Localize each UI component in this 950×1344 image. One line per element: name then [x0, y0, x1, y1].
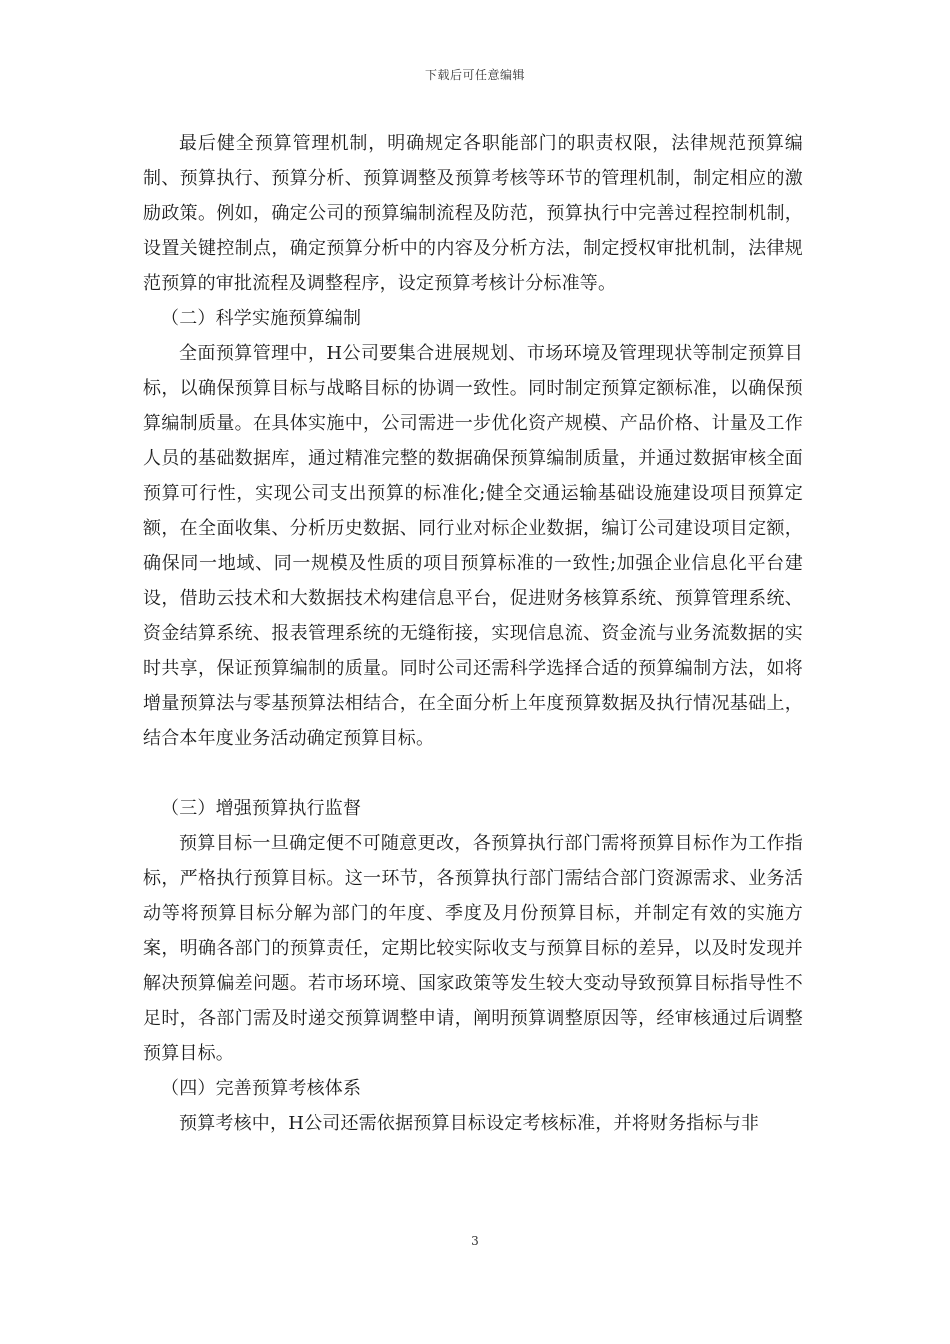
paragraph-gap	[143, 756, 803, 791]
paragraph-execution-supervision: 预算目标一旦确定便不可随意更改，各预算执行部门需将预算目标作为工作指标，严格执行预算目标。这一环节，各预算执行部门需结合部门资源需求、业务活动等将预算目标分解为部门的年度、季度及月份预算目标，并制定有效的实施方案，明确各部门的预算责任，定期比较实际收支与预算目标的差异，以及时发现并解决预算偏差问题。若市场环境、国家政策等发生较大变动导致预算目标指导性不足时，各部门需及时递交预算调整申请，阐明预算调整原因等，经审核通过后调整预算目标。	[143, 833, 803, 1064]
heading-execution-supervision: （三）增强预算执行监督	[161, 798, 362, 819]
paragraph-budget-preparation: 全面预算管理中，H公司要集合进展规划、市场环境及管理现状等制定预算目标，以确保预算目标与战略目标的协调一致性。同时制定预算定额标准，以确保预算编制质量。在具体实施中，公司需进一步优化资产规模、产品价格、计量及工作人员的基础数据库，通过精准完整的数据确保预算编制质量，并通过数据审核全面预算可行性，实现公司支出预算的标准化;健全交通运输基础设施建设项目预算定额，在全面收集、分析历史数据、同行业对标企业数据，编订公司建设项目定额，确保同一地域、同一规模及性质的项目预算标准的一致性;加强企业信息化平台建设，借助云技术和大数据技术构建信息平台，促进财务核算系统、预算管理系统、资金结算系统、报表管理系统的无缝衔接，实现信息流、资金流与业务流数据的实时共享，保证预算编制的质量。同时公司还需科学选择合适的预算编制方法，如将增量预算法与零基预算法相结合，在全面分析上年度预算数据及执行情况基础上，结合本年度业务活动确定预算目标。	[143, 343, 803, 749]
paragraph-budget-mechanism: 最后健全预算管理机制，明确规定各职能部门的职责权限，法律规范预算编制、预算执行、预算分析、预算调整及预算考核等环节的管理机制，制定相应的激励政策。例如，确定公司的预算编制流程及防范，预算执行中完善过程控制机制，设置关键控制点，确定预算分析中的内容及分析方法，制定授权审批机制，法律规范预算的审批流程及调整程序，设定预算考核计分标准等。	[143, 133, 803, 294]
heading-assessment-system: （四）完善预算考核体系	[161, 1078, 362, 1099]
page-number: 3	[471, 1234, 479, 1248]
heading-budget-preparation: （二）科学实施预算编制	[161, 308, 362, 329]
document-body	[143, 126, 803, 1141]
paragraph-assessment-system: 预算考核中，H公司还需依据预算目标设定考核标准，并将财务指标与非	[179, 1113, 760, 1134]
page-header: 下载后可任意编辑	[424, 68, 525, 82]
